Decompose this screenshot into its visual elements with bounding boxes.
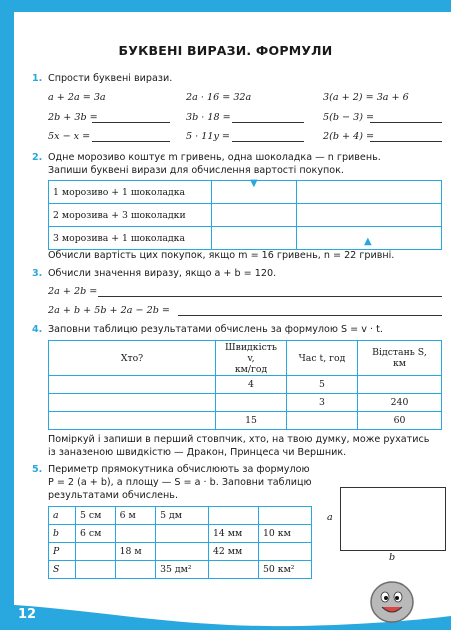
t1-expr-2-1: 2b + 3b =	[48, 112, 98, 123]
task2-number: 2.	[32, 152, 43, 163]
table-cell[interactable]	[209, 507, 259, 525]
table-cell[interactable]: 6 м	[115, 507, 156, 525]
table-cell[interactable]	[49, 394, 216, 412]
t1-expr-2-2: 3b · 18 =	[186, 112, 231, 123]
purchase-cell: 1 морозиво + 1 шоколадка	[49, 181, 212, 204]
task1-number: 1.	[32, 73, 43, 84]
page-title: БУКВЕНІ ВИРАЗИ. ФОРМУЛИ	[118, 43, 333, 58]
table-cell[interactable]	[76, 543, 116, 561]
purchases-table	[48, 180, 442, 250]
table-row	[49, 227, 442, 250]
table-row	[49, 412, 442, 430]
rectangle-table	[48, 506, 312, 579]
task5-text-3: результатами обчислень.	[48, 490, 178, 501]
header-time: Час t, год	[287, 341, 358, 376]
table-cell[interactable]	[115, 525, 156, 543]
table-cell[interactable]: 3	[287, 394, 358, 412]
table-cell[interactable]	[115, 561, 156, 579]
answer-line[interactable]	[98, 296, 442, 297]
table-cell[interactable]: 10 км	[258, 525, 311, 543]
task3-number: 3.	[32, 268, 43, 279]
row-label: a	[49, 507, 76, 525]
table-cell[interactable]: 240	[358, 394, 442, 412]
t1-expr-3-1: 5x − x =	[48, 131, 91, 142]
table-row	[49, 204, 442, 227]
table-cell[interactable]	[156, 543, 209, 561]
task4-note-1: Поміркуй і запиши в перший стовпчик, хто, на твою думку, може рухатись	[48, 434, 430, 445]
table-cell[interactable]: 42 мм	[209, 543, 259, 561]
header-who: Хто?	[49, 341, 216, 376]
table-row	[49, 561, 312, 579]
table-cell[interactable]	[258, 507, 311, 525]
table-row	[49, 525, 312, 543]
value-cell[interactable]	[297, 204, 442, 227]
task5-number: 5.	[32, 464, 43, 475]
table-cell[interactable]	[287, 412, 358, 430]
table-cell[interactable]: 18 м	[115, 543, 156, 561]
table-cell[interactable]: 50 км²	[258, 561, 311, 579]
task2-text-2: Запиши буквені вирази для обчислення вартості покупок.	[48, 165, 344, 176]
table-cell[interactable]	[76, 561, 116, 579]
table-cell[interactable]: 5 дм	[156, 507, 209, 525]
row-label: b	[49, 525, 76, 543]
table-cell[interactable]	[358, 376, 442, 394]
t1-expr-1-3: 3(a + 2) = 3a + 6	[323, 92, 409, 103]
t1-expr-3-3: 2(b + 4) =	[323, 131, 375, 142]
answer-line[interactable]	[370, 122, 442, 123]
table-cell[interactable]	[49, 412, 216, 430]
table-cell[interactable]	[156, 525, 209, 543]
table-row	[49, 376, 442, 394]
smiley-face-icon	[368, 578, 416, 624]
left-border	[0, 0, 14, 630]
purchase-cell: 3 морозива + 1 шоколадка	[49, 227, 212, 250]
table-cell[interactable]	[258, 543, 311, 561]
task4-text: Заповни таблицю результатами обчислень за формулою S = v · t.	[48, 324, 383, 335]
top-border	[0, 0, 451, 12]
table-cell[interactable]: 4	[216, 376, 287, 394]
t1-expr-1-1: a + 2a = 3a	[48, 92, 106, 103]
table-cell[interactable]	[49, 376, 216, 394]
table-row	[49, 507, 312, 525]
table-cell[interactable]: 5 см	[76, 507, 116, 525]
task5-text-1: Периметр прямокутника обчислюють за формулою	[48, 464, 310, 475]
table-cell[interactable]: 14 мм	[209, 525, 259, 543]
task1-text: Спрости буквені вирази.	[48, 73, 173, 84]
answer-line[interactable]	[370, 141, 442, 142]
answer-line[interactable]	[92, 141, 170, 142]
t3-expr-2: 2a + b + 5b + 2a − 2b =	[48, 305, 170, 316]
t3-expr-1: 2a + 2b =	[48, 286, 98, 297]
table-row	[49, 181, 442, 204]
table-cell[interactable]: 35 дм²	[156, 561, 209, 579]
table-cell[interactable]: 15	[216, 412, 287, 430]
table-cell[interactable]: 60	[358, 412, 442, 430]
expression-cell[interactable]	[212, 227, 297, 250]
speed-table	[48, 340, 442, 430]
table-header-row	[49, 341, 442, 376]
task4-note-2: із заназеною швидкістю — Дракон, Принцеса чи Вершник.	[48, 447, 347, 458]
row-label: S	[49, 561, 76, 579]
task2-text-3: Обчисли вартість цих покупок, якщо m = 16 гривень, n = 22 гривні.	[48, 250, 395, 261]
answer-line[interactable]	[232, 122, 304, 123]
rectangle-figure	[340, 487, 446, 551]
t1-expr-1-2: 2a · 16 = 32a	[186, 92, 252, 103]
task5-text-2: P = 2 (a + b), а площу — S = a · b. Заповни таблицю	[48, 477, 312, 488]
t1-expr-2-3: 5(b − 3) =	[323, 112, 375, 123]
value-cell[interactable]	[297, 181, 442, 204]
answer-line[interactable]	[178, 315, 442, 316]
table-cell[interactable]	[216, 394, 287, 412]
header-speed: Швидкість v, км/год	[216, 341, 287, 376]
task4-number: 4.	[32, 324, 43, 335]
table-cell[interactable]	[209, 561, 259, 579]
table-cell[interactable]: 6 см	[76, 525, 116, 543]
arrow-down-icon: ▼	[250, 178, 258, 189]
answer-line[interactable]	[232, 141, 304, 142]
label-b: b	[389, 552, 396, 563]
header-distance: Відстань S, км	[358, 341, 442, 376]
table-row	[49, 543, 312, 561]
expression-cell[interactable]	[212, 204, 297, 227]
row-label: P	[49, 543, 76, 561]
arrow-up-icon: ▲	[364, 236, 372, 247]
task3-text: Обчисли значення виразу, якщо a + b = 120.	[48, 268, 277, 279]
answer-line[interactable]	[92, 122, 170, 123]
table-row	[49, 394, 442, 412]
page-number: 12	[18, 607, 37, 622]
label-a: a	[327, 512, 333, 523]
t1-expr-3-2: 5 · 11y =	[186, 131, 230, 142]
purchase-cell: 2 морозива + 3 шоколадки	[49, 204, 212, 227]
task2-text-1: Одне морозиво коштує m гривень, одна шоколадка — n гривень.	[48, 152, 381, 163]
table-cell[interactable]: 5	[287, 376, 358, 394]
